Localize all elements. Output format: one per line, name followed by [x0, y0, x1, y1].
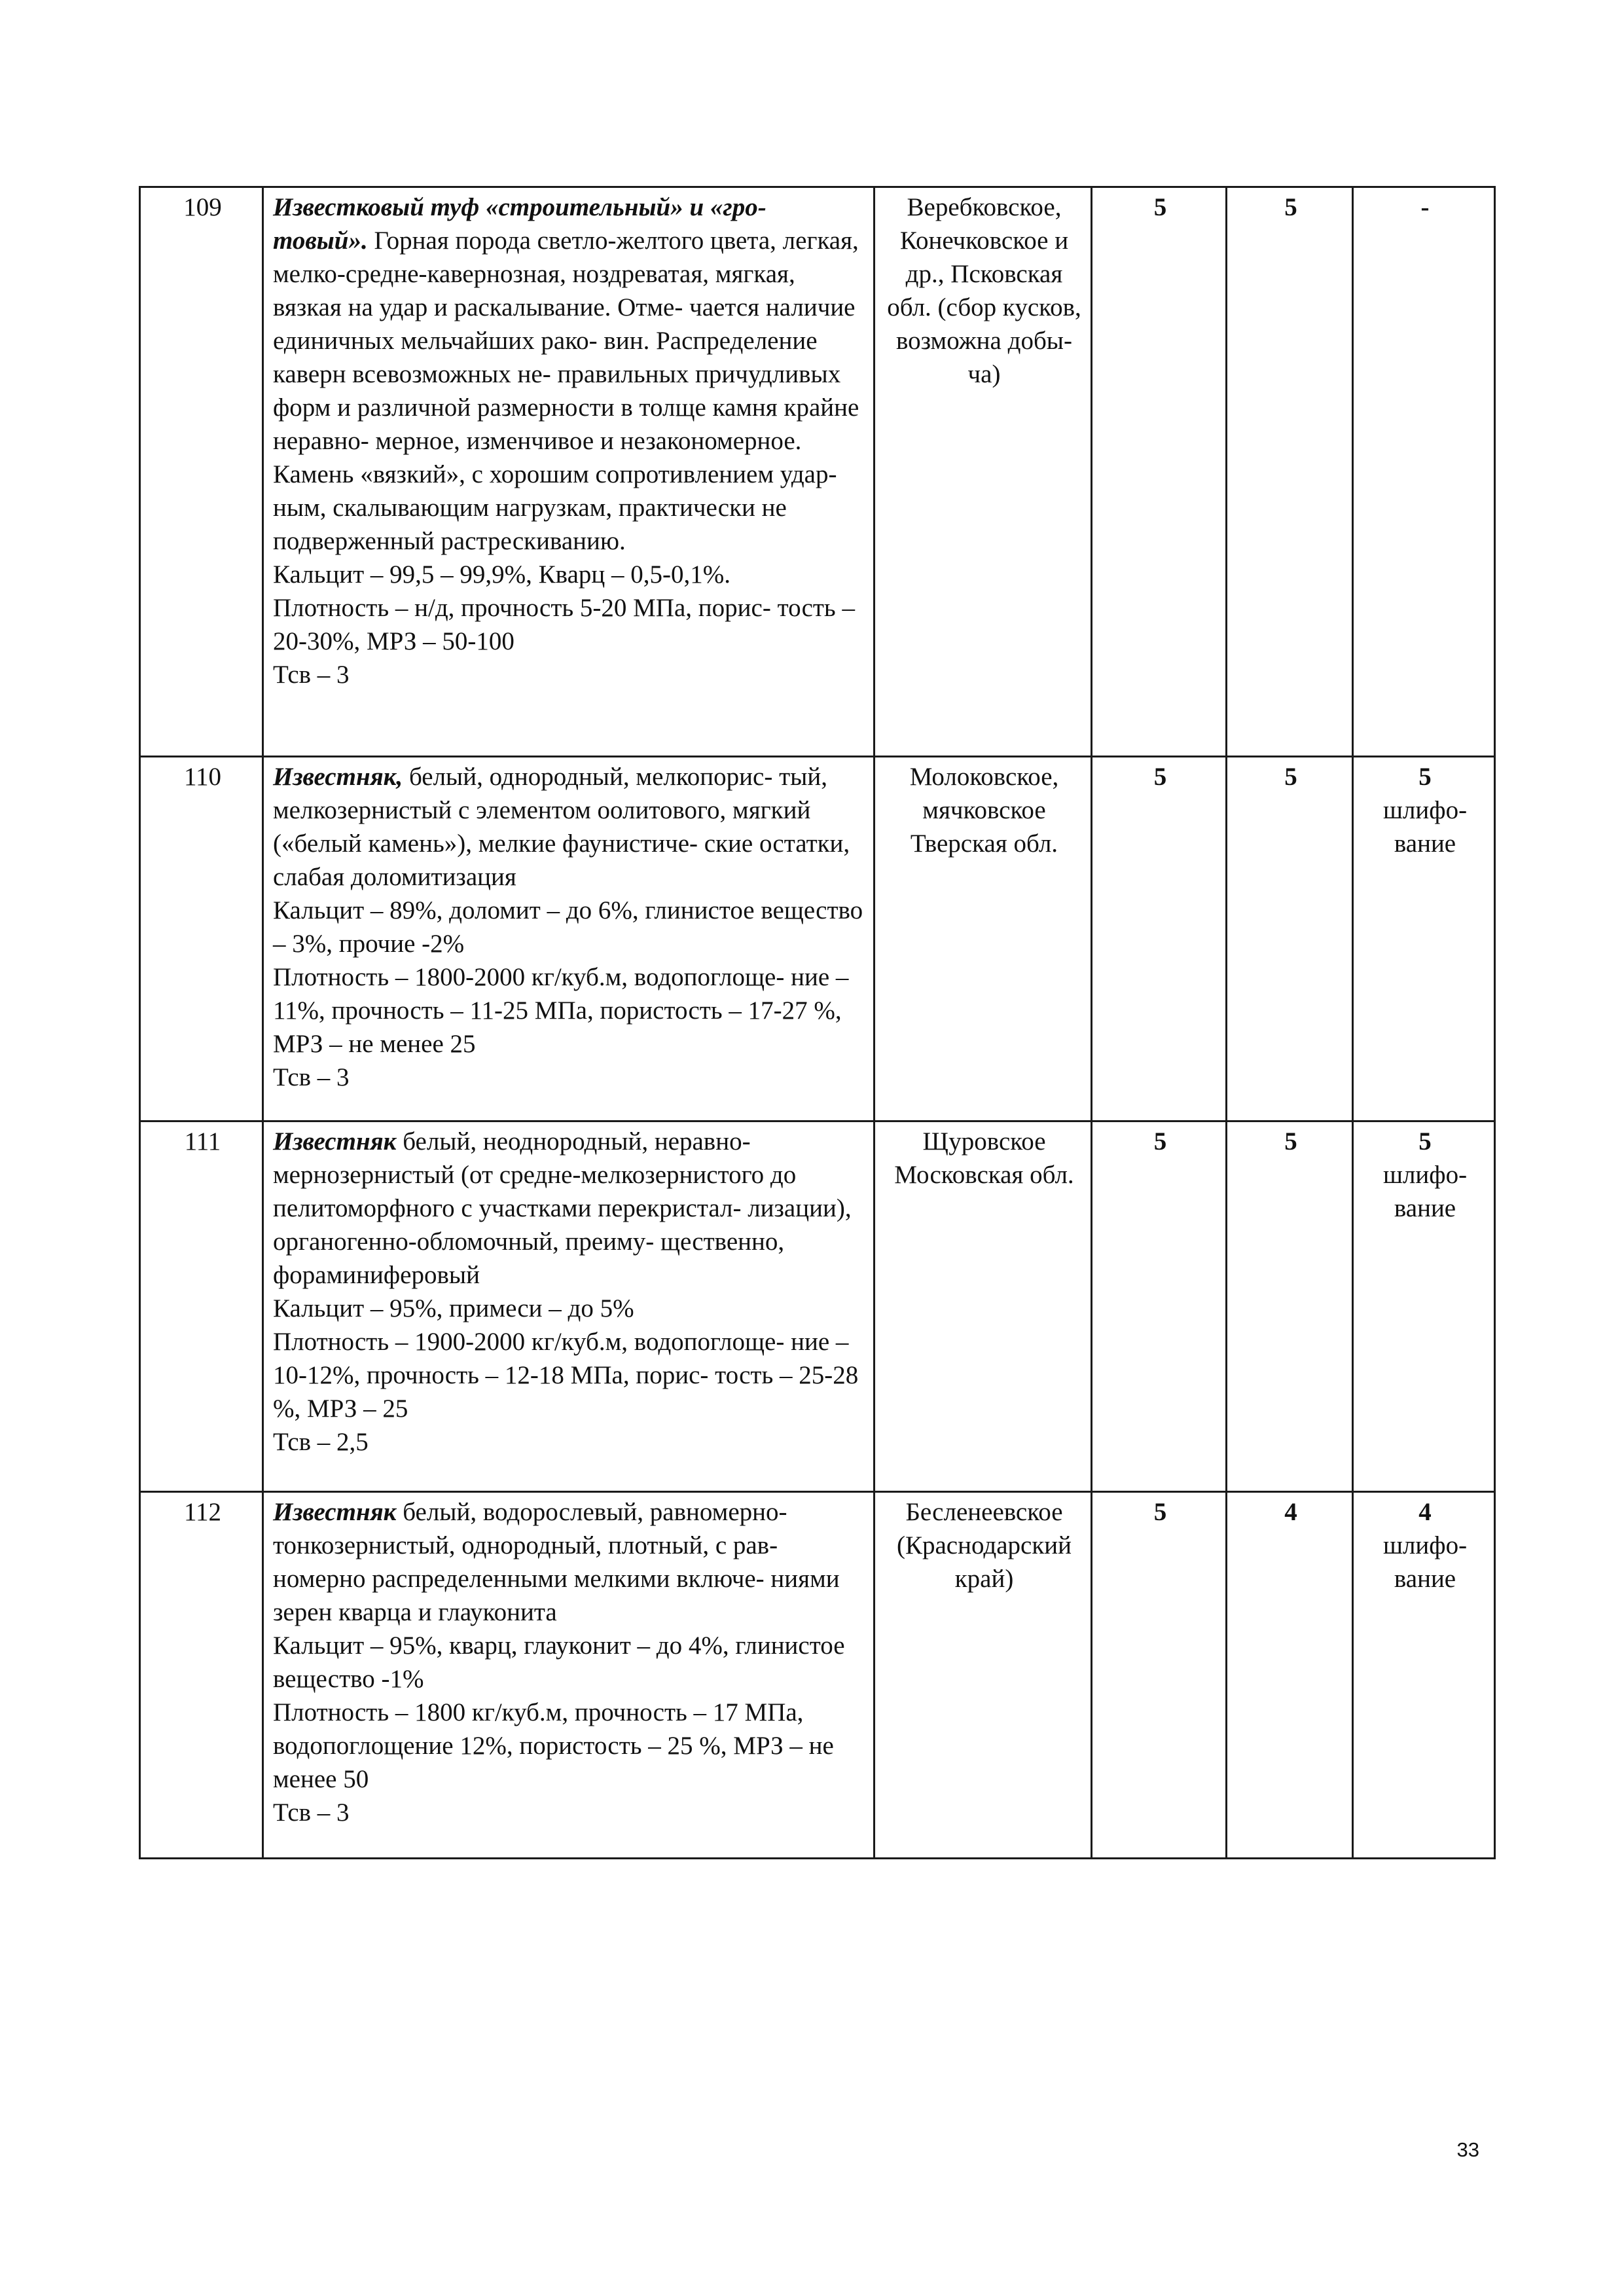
stone-description-text: Горная порода светло-желтого цвета, легкая, мелко-средне-кавернозная, ноздреватая, мягкая, вязкая на удар и раскалывание. Отме- чается наличие единичных мельчайших рако- вин. Распределение каверн всевозможных не- правильных причудливых форм и различной размерности в толще камня крайне неравно- мерное, изменчивое и незакономерное. Камень «вязкий», с хорошим сопротивлением удар- ным, скалывающим нагрузкам, практически не подверженный растрескиванию. — [273, 227, 859, 555]
stone-description — [263, 1492, 875, 1859]
table-row — [140, 1121, 1495, 1492]
stone-description — [263, 757, 875, 1121]
score-3-cell — [1353, 1492, 1495, 1859]
row-number: 112 — [140, 1492, 263, 1859]
stone-composition: Кальцит – 89%, доломит – до 6%, глинистое вещество – 3%, прочие -2% — [273, 896, 863, 958]
deposit-location: Щуровское Московская обл. — [875, 1121, 1092, 1492]
stone-name: Известковый туф «строительный» и «гро- товый». — [273, 193, 767, 255]
stone-properties: Плотность – 1800-2000 кг/куб.м, водопоглоще- ние – 11%, прочность – 11-25 МПа, пористость – 17-27 %, МРЗ – не менее 25 — [273, 963, 849, 1058]
stone-composition: Кальцит – 95%, кварц, глауконит – до 4%, глинистое вещество -1% — [273, 1631, 845, 1693]
stone-tsv: Тсв – 2,5 — [273, 1428, 369, 1456]
row-number: 110 — [140, 757, 263, 1121]
stone-name: Известняк — [273, 1127, 397, 1156]
score-2: 5 — [1227, 1121, 1353, 1492]
score-2: 4 — [1227, 1492, 1353, 1859]
score-3-note: шлифо- вание — [1382, 796, 1468, 858]
page-number: 33 — [1456, 2138, 1479, 2161]
score-3-cell — [1353, 757, 1495, 1121]
score-3-note: шлифо- вание — [1382, 1161, 1468, 1222]
stone-properties: Плотность – н/д, прочность 5-20 МПа, порис- тость – 20-30%, МРЗ – 50-100 — [273, 594, 855, 655]
stone-description — [263, 187, 875, 757]
score-3: 5 — [1418, 1127, 1432, 1156]
score-2: 5 — [1227, 187, 1353, 757]
score-3-cell — [1353, 1121, 1495, 1492]
stone-catalog-table — [139, 186, 1496, 1859]
stone-description-text: белый, однородный, мелкопорис- тый, мелкозернистый с элементом оолитового, мягкий («белый камень»), мелкие фаунистиче- ские остатки, слабая доломитизация — [273, 763, 850, 891]
score-2: 5 — [1227, 757, 1353, 1121]
score-1: 5 — [1092, 757, 1227, 1121]
stone-description — [263, 1121, 875, 1492]
stone-name: Известняк, — [273, 763, 403, 791]
table-row — [140, 187, 1495, 757]
score-1: 5 — [1092, 187, 1227, 757]
stone-name: Известняк — [273, 1498, 397, 1526]
stone-composition: Кальцит – 95%, примеси – до 5% — [273, 1294, 634, 1322]
deposit-location: Бесленеевское (Краснодарский край) — [875, 1492, 1092, 1859]
score-3: 5 — [1418, 763, 1432, 791]
stone-tsv: Тсв – 3 — [273, 661, 350, 689]
table-row — [140, 757, 1495, 1121]
row-number: 109 — [140, 187, 263, 757]
stone-description-text: белый, неоднородный, неравно- мернозернистый (от средне-мелкозернистого до пелитоморфного с участками перекристал- лизации), органогенно-обломочный, преиму- щественно, фораминиферовый — [273, 1127, 852, 1289]
deposit-location: Молоковское, мячковское Тверская обл. — [875, 757, 1092, 1121]
stone-properties: Плотность – 1900-2000 кг/куб.м, водопоглоще- ние – 10-12%, прочность – 12-18 МПа, порис- тость – 25-28 %, МРЗ – 25 — [273, 1328, 859, 1423]
stone-tsv: Тсв – 3 — [273, 1798, 350, 1827]
score-1: 5 — [1092, 1492, 1227, 1859]
score-3-cell — [1353, 187, 1495, 757]
stone-properties: Плотность – 1800 кг/куб.м, прочность – 17 МПа, водопоглощение 12%, пористость – 25 %, МРЗ – не менее 50 — [273, 1698, 834, 1793]
stone-description-text: белый, водорослевый, равномерно- тонкозернистый, однородный, плотный, с рав- номерно распределенными мелкими включе- ниями зерен кварца и глауконита — [273, 1498, 840, 1626]
score-1: 5 — [1092, 1121, 1227, 1492]
score-3: 4 — [1418, 1498, 1432, 1526]
table-row — [140, 1492, 1495, 1859]
stone-tsv: Тсв – 3 — [273, 1063, 350, 1091]
deposit-location: Веребковское, Конечковское и др., Псковская обл. (сбор кусков, возможна добы- ча) — [875, 187, 1092, 757]
score-3-note: шлифо- вание — [1382, 1531, 1468, 1593]
score-3: - — [1420, 193, 1430, 221]
row-number: 111 — [140, 1121, 263, 1492]
stone-composition: Кальцит – 99,5 – 99,9%, Кварц – 0,5-0,1%. — [273, 560, 731, 589]
